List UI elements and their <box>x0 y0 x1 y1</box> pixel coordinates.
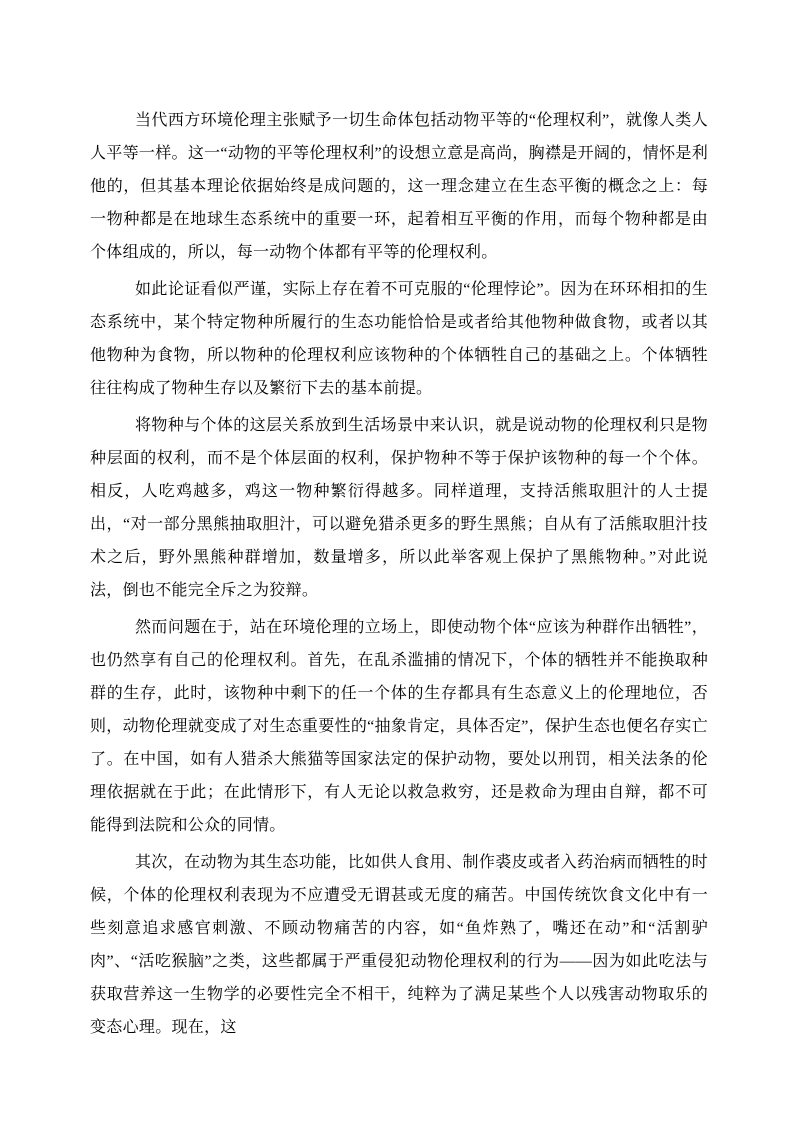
paragraph: 将物种与个体的这层关系放到生活场景中来认识，就是说动物的伦理权利只是物种层面的权利，而不是个体层面的权利，保护物种不等于保护该物种的每一个个体。相反，人吃鸡越多，鸡这一物种繁衍得越多。同样道理，支持活熊取胆汁的人士提出，“对一部分黑熊抽取胆汁，可以避免猎杀更多的野生黑熊；自从有了活熊取胆汁技术之后，野外黑熊种群增加，数量增多，所以此举客观上保护了黑熊物种。”对此说法，倒也不能完全斥之为狡辩。 <box>90 417 708 599</box>
paragraph: 如此论证看似严谨，实际上存在着不可克服的“伦理悖论”。因为在环环相扣的生态系统中，某个特定物种所履行的生态功能恰恰是或者给其他物种做食物，或者以其他物种为食物，所以物种的伦理权利应该物种的个体牺牲自己的基础之上。个体牺牲往往构成了物种生存以及繁衍下去的基本前提。 <box>90 281 708 397</box>
document-text-body <box>90 104 708 1048</box>
paragraph: 当代西方环境伦理主张赋予一切生命体包括动物平等的“伦理权利”，就像人类人人平等一样。这一“动物的平等伦理权利”的设想立意是高尚，胸襟是开阔的，情怀是利他的，但其基本理论依据始终是成问题的，这一理念建立在生态平衡的概念之上：每一物种都是在地球生态系统中的重要一环，起着相互平衡的作用，而每个物种都是由个体组成的，所以，每一动物个体都有平等的伦理权利。 <box>90 112 708 261</box>
paragraph: 其次，在动物为其生态功能，比如供人食用、制作裘皮或者入药治病而牺牲的时候，个体的伦理权利表现为不应遭受无谓甚或无度的痛苦。中国传统饮食文化中有一些刻意追求感官刺激、不顾动物痛苦的内容，如“鱼炸熟了，嘴还在动”和“活割驴肉”、“活吃猴脑”之类，这些都属于严重侵犯动物伦理权利的行为——因为如此吃法与获取营养这一生物学的必要性完全不相干，纯粹为了满足某些个人以残害动物取乐的变态心理。现在，这 <box>90 854 708 1036</box>
paragraph: 然而问题在于，站在环境伦理的立场上，即使动物个体“应该为种群作出牺牲”，也仍然享有自己的伦理权利。首先，在乱杀滥捕的情况下，个体的牺牲并不能换取种群的生存，此时，该物种中剩下的任一个体的生存都具有生态意义上的伦理地位，否则，动物伦理就变成了对生态重要性的“抽象肯定，具体否定”，保护生态也便名存实亡了。在中国，如有人猎杀大熊猫等国家法定的保护动物，要处以刑罚，相关法条的伦理依据就在于此；在此情形下，有人无论以救急救穷，还是救命为理由自辩，都不可能得到法院和公众的同情。 <box>90 619 708 834</box>
